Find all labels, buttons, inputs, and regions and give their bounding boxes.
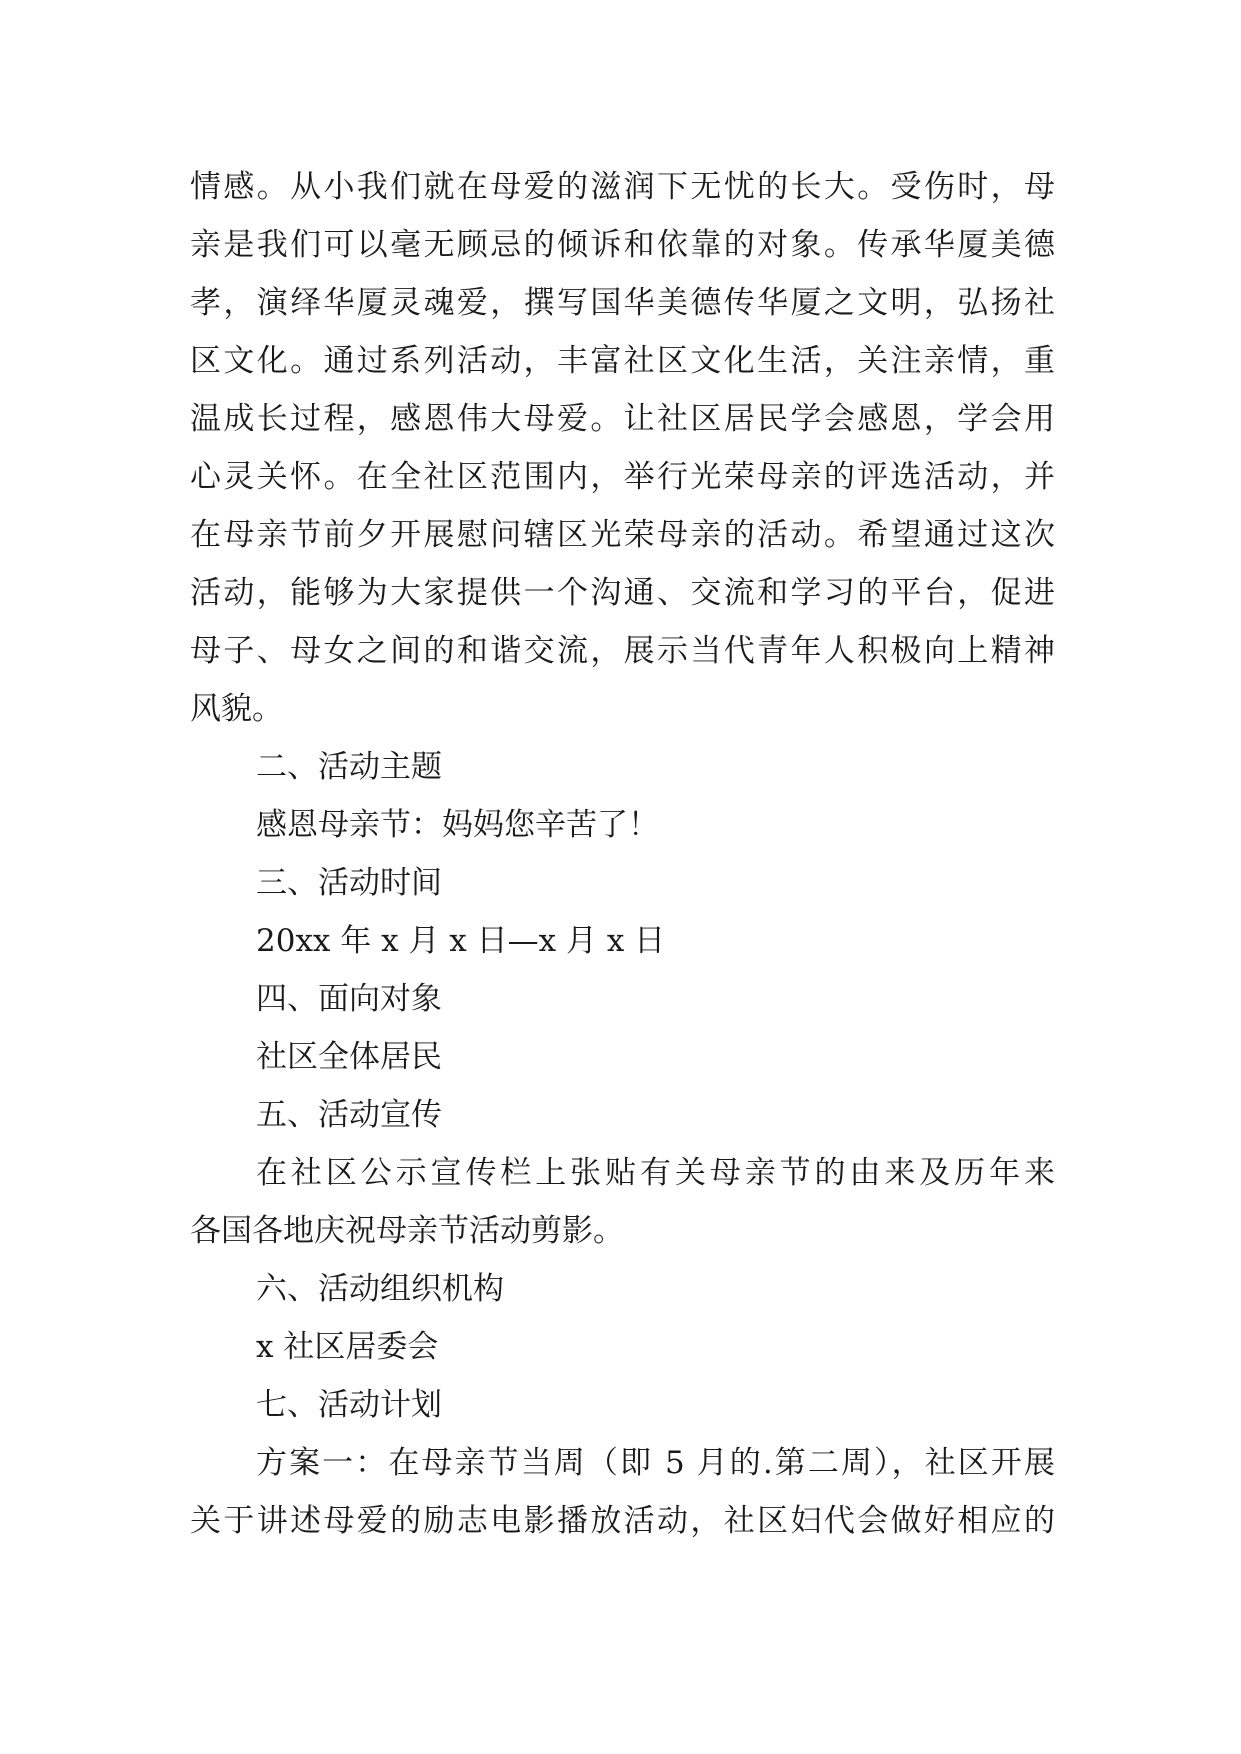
section-heading-publicity: 五、活动宣传 <box>256 1097 442 1133</box>
section-heading-plan: 七、活动计划 <box>256 1387 442 1423</box>
section-heading-organizer: 六、活动组织机构 <box>256 1271 504 1307</box>
paragraph-line: 关于讲述母爱的励志电影播放活动，社区妇代会做好相应的 <box>190 1503 1055 1539</box>
paragraph-line: 在母亲节前夕开展慰问辖区光荣母亲的活动。希望通过这次 <box>190 517 1055 553</box>
section-body-publicity <box>190 1144 1055 1260</box>
paragraph-line: 心灵关怀。在全社区范围内，举行光荣母亲的评选活动，并 <box>190 459 1055 495</box>
section-body-audience: 社区全体居民 <box>256 1039 442 1075</box>
paragraph-line: 区文化。通过系列活动，丰富社区文化生活，关注亲情，重 <box>190 343 1055 379</box>
intro-paragraph <box>190 158 1055 738</box>
paragraph-line: 在社区公示宣传栏上张贴有关母亲节的由来及历年来 <box>256 1155 1055 1191</box>
paragraph-line: 亲是我们可以毫无顾忌的倾诉和依靠的对象。传承华厦美德 <box>190 227 1055 263</box>
paragraph-line: 方案一：在母亲节当周（即 5 月的.第二周），社区开展 <box>256 1445 1055 1481</box>
document-body <box>190 158 1055 1550</box>
section-body-organizer: x 社区居委会 <box>256 1329 439 1365</box>
section-body-time: 20xx 年 x 月 x 日—x 月 x 日 <box>256 923 666 959</box>
section-body-theme: 感恩母亲节：妈妈您辛苦了！ <box>256 807 659 843</box>
paragraph-line: 孝，演绎华厦灵魂爱，撰写国华美德传华厦之文明，弘扬社 <box>190 285 1055 321</box>
section-heading-theme: 二、活动主题 <box>256 749 442 785</box>
paragraph-line: 情感。从小我们就在母爱的滋润下无忧的长大。受伤时，母 <box>190 169 1055 205</box>
section-heading-time: 三、活动时间 <box>256 865 442 901</box>
section-body-plan <box>190 1434 1055 1550</box>
paragraph-line: 各国各地庆祝母亲节活动剪影。 <box>190 1213 624 1249</box>
paragraph-line: 温成长过程，感恩伟大母爱。让社区居民学会感恩，学会用 <box>190 401 1055 437</box>
paragraph-line: 母子、母女之间的和谐交流，展示当代青年人积极向上精神 <box>190 633 1055 669</box>
paragraph-line: 风貌。 <box>190 691 283 727</box>
paragraph-line: 活动，能够为大家提供一个沟通、交流和学习的平台，促进 <box>190 575 1055 611</box>
section-heading-audience: 四、面向对象 <box>256 981 442 1017</box>
